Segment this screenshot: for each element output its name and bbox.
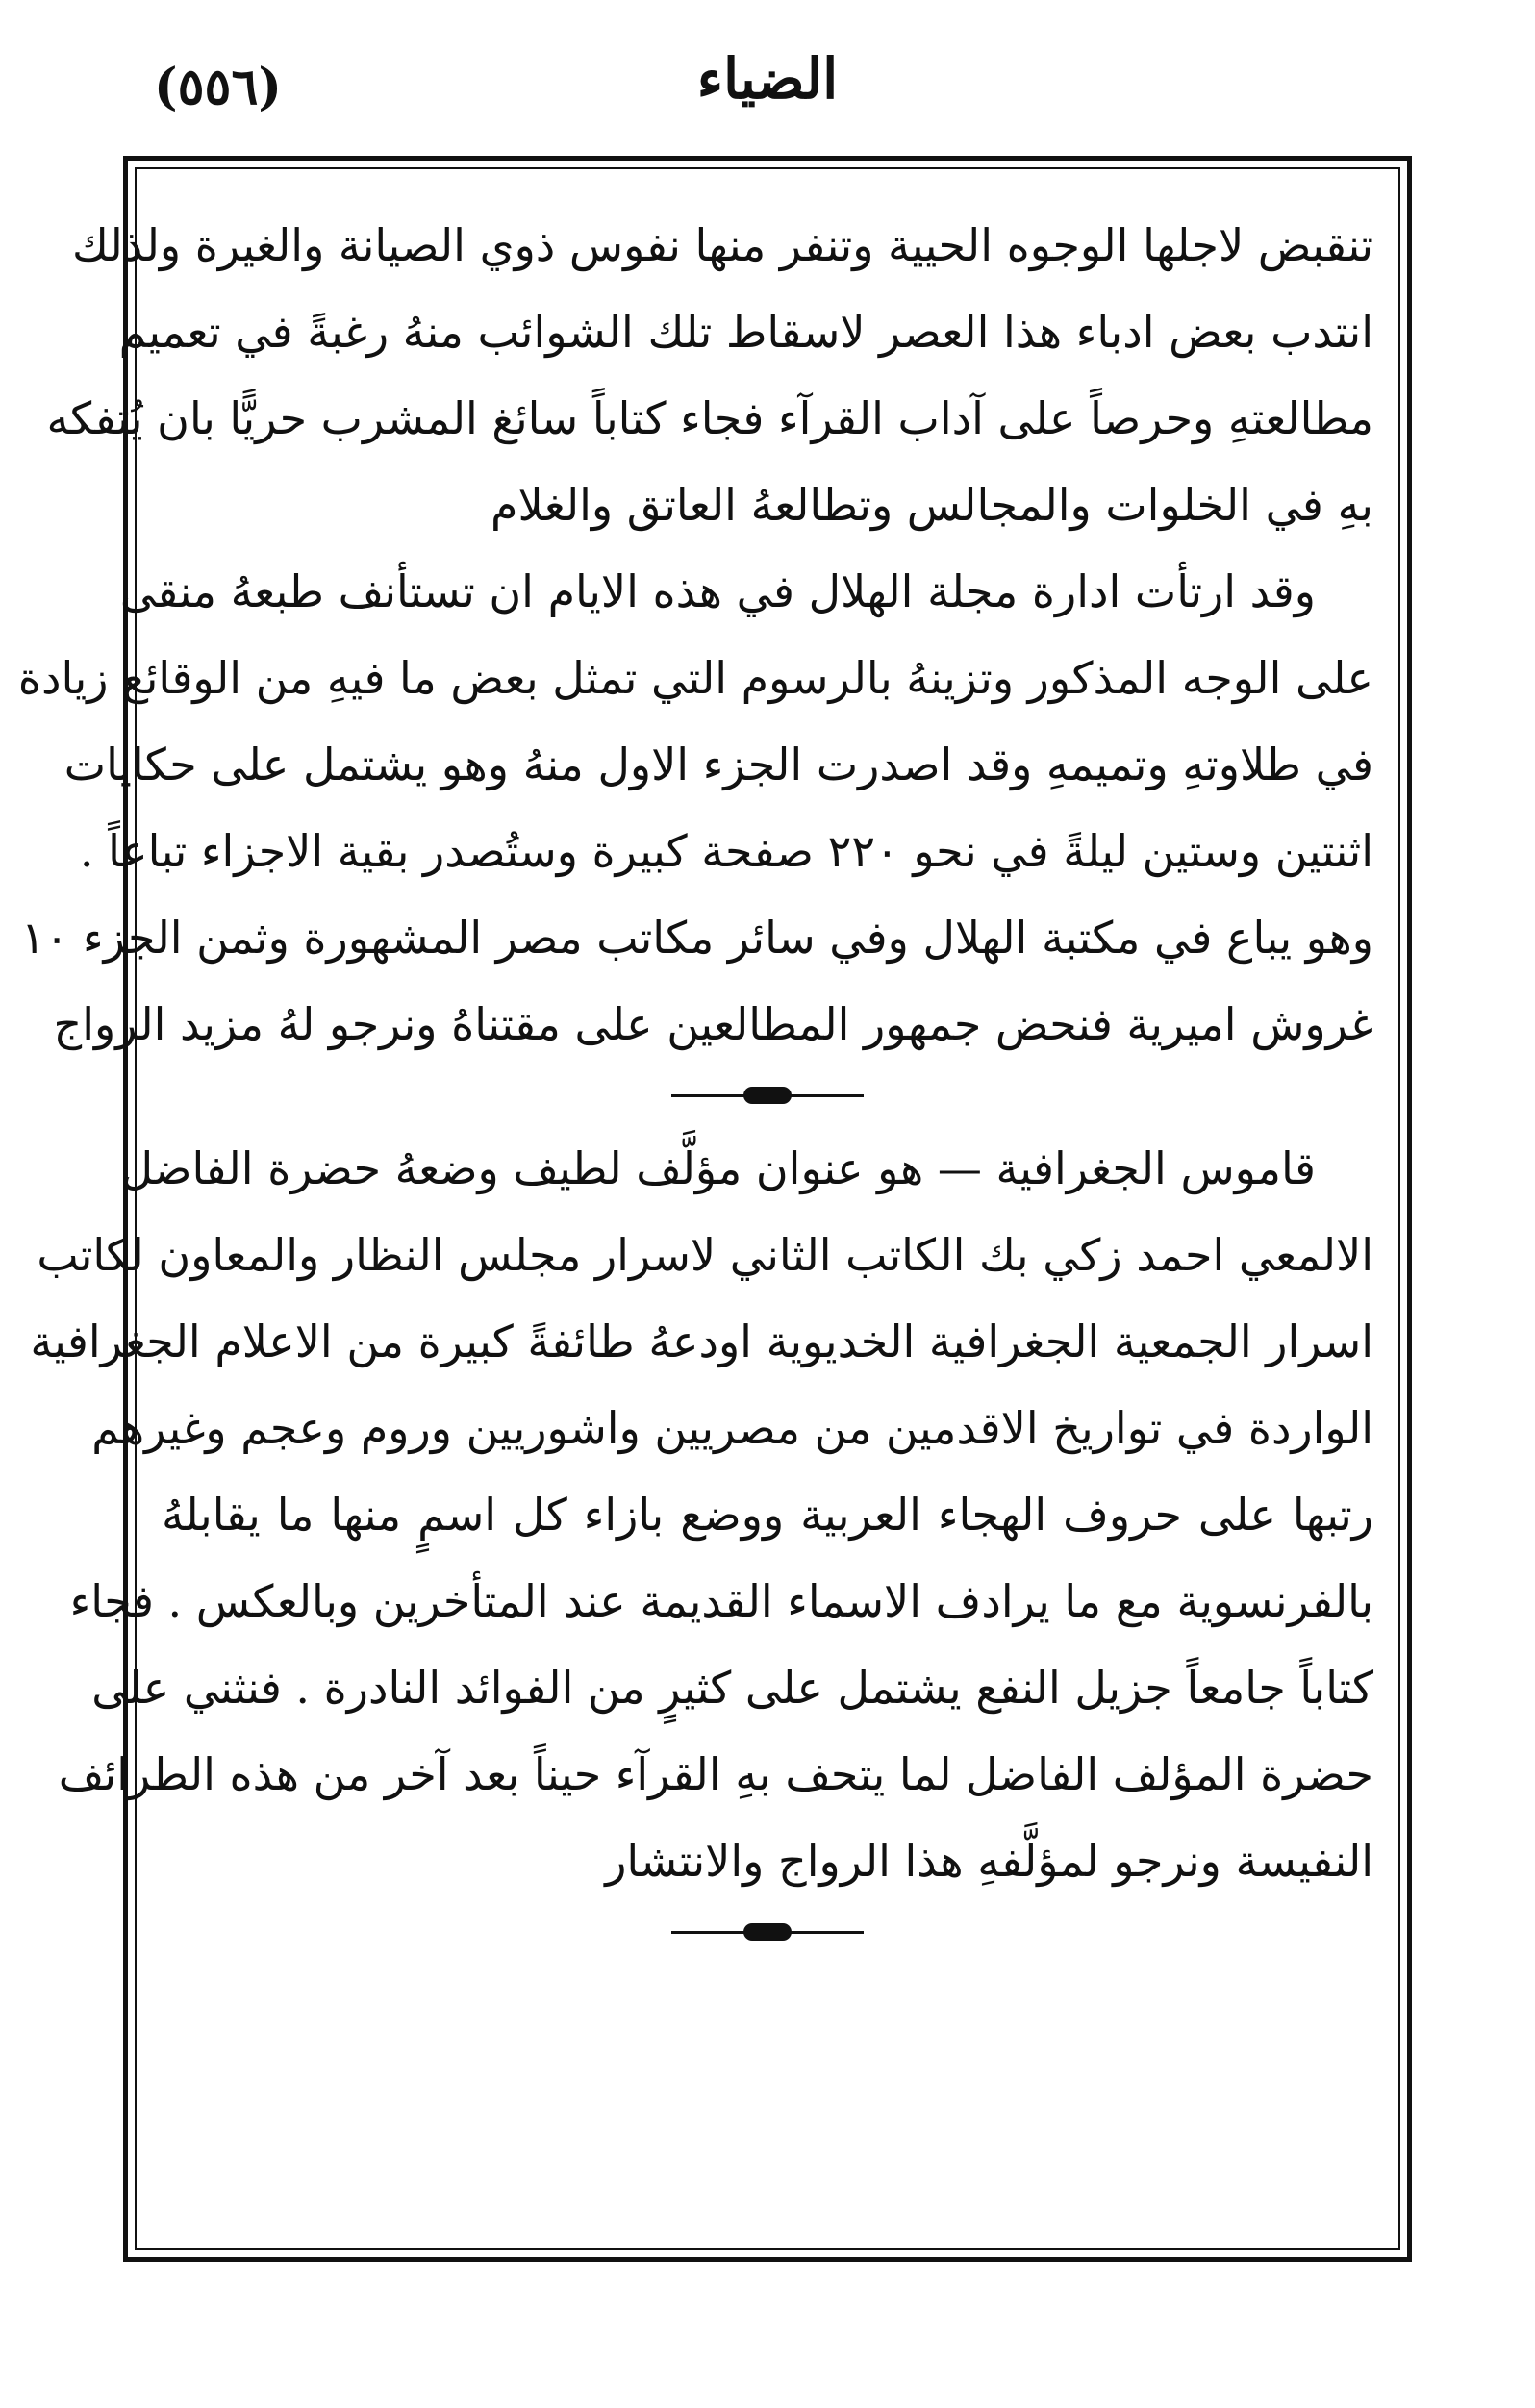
journal-title: الضياء <box>696 46 839 112</box>
section-divider <box>162 1067 1373 1125</box>
divider-ornament <box>743 1923 792 1941</box>
text-line: رتبها على حروف الهجاء العربية ووضع بازاء كل اسمٍ منها ما يقابلهُ <box>162 1489 1373 1541</box>
text-line: اسرار الجمعية الجغرافية الخديوية اودعهُ طائفةً كبيرة من الاعلام الجغرافية <box>30 1316 1373 1367</box>
text-line: انتدب بعض ادباء هذا العصر لاسقاط تلك الشوائب منهُ رغبةً في تعميم <box>118 306 1373 358</box>
divider-ornament <box>743 1087 792 1104</box>
text-line: وقد ارتأت ادارة مجلة الهلال في هذه الايام ان تستأنف طبعهُ منقى <box>119 565 1316 617</box>
text-line: غروش اميرية فنحض جمهور المطالعين على مقتناهُ ونرجو لهُ مزيد الرواج <box>53 998 1373 1050</box>
page-number: (٥٥٦) <box>154 58 283 116</box>
text-line: على الوجه المذكور وتزينهُ بالرسوم التي تمثل بعض ما فيهِ من الوقائع زيادة <box>17 652 1373 704</box>
text-line: تنقبض لاجلها الوجوه الحيية وتنفر منها نفوس ذوي الصيانة والغيرة ولذلك <box>71 219 1373 271</box>
text-line: الواردة في تواريخ الاقدمين من مصريين واشوريين وروم وعجم وغيرهم <box>91 1402 1373 1454</box>
text-line: كتاباً جامعاً جزيل النفع يشتمل على كثيرٍ من الفوائد النادرة . فنثني على <box>91 1662 1373 1714</box>
page-header <box>0 0 1535 154</box>
text-line: الالمعي احمد زكي بك الكاتب الثاني لاسرار مجلس النظار والمعاون لكاتب <box>37 1229 1373 1281</box>
text-line: بالفرنسوية مع ما يرادف الاسماء القديمة عند المتأخرين وبالعكس . فجاء <box>69 1575 1373 1627</box>
text-line: وهو يباع في مكتبة الهلال وفي سائر مكاتب مصر المشهورة وثمن الجزء ١٠ <box>21 912 1373 964</box>
text-line: في طلاوتهِ وتميمهِ وقد اصدرت الجزء الاول منهُ وهو يشتمل على حكايات <box>63 739 1373 790</box>
article-continuation <box>17 202 1373 1067</box>
text-line: النفيسة ونرجو لمؤلَّفهِ هذا الرواج والانتشار <box>605 1835 1373 1887</box>
text-line: حضرة المؤلف الفاضل لما يتحف بهِ القرآء حيناً بعد آخر من هذه الطرائف <box>58 1748 1373 1800</box>
text-line: بهِ في الخلوات والمجالس وتطالعهُ العاتق والغلام <box>490 479 1373 531</box>
text-line: مطالعتهِ وحرصاً على آداب القرآء فجاء كتاباً سائغ المشرب حريًّا بان يُتفكه <box>46 392 1373 444</box>
text-line: اثنتين وستين ليلةً في نحو ٢٢٠ صفحة كبيرة وستُصدر بقية الاجزاء تباعاً . <box>79 825 1373 877</box>
page-body <box>17 202 1373 1962</box>
text-line: قاموس الجغرافية — هو عنوان مؤلَّف لطيف وضعهُ حضرة الفاضل <box>120 1142 1316 1194</box>
book-review-article <box>30 1125 1373 1904</box>
section-divider <box>162 1904 1373 1962</box>
